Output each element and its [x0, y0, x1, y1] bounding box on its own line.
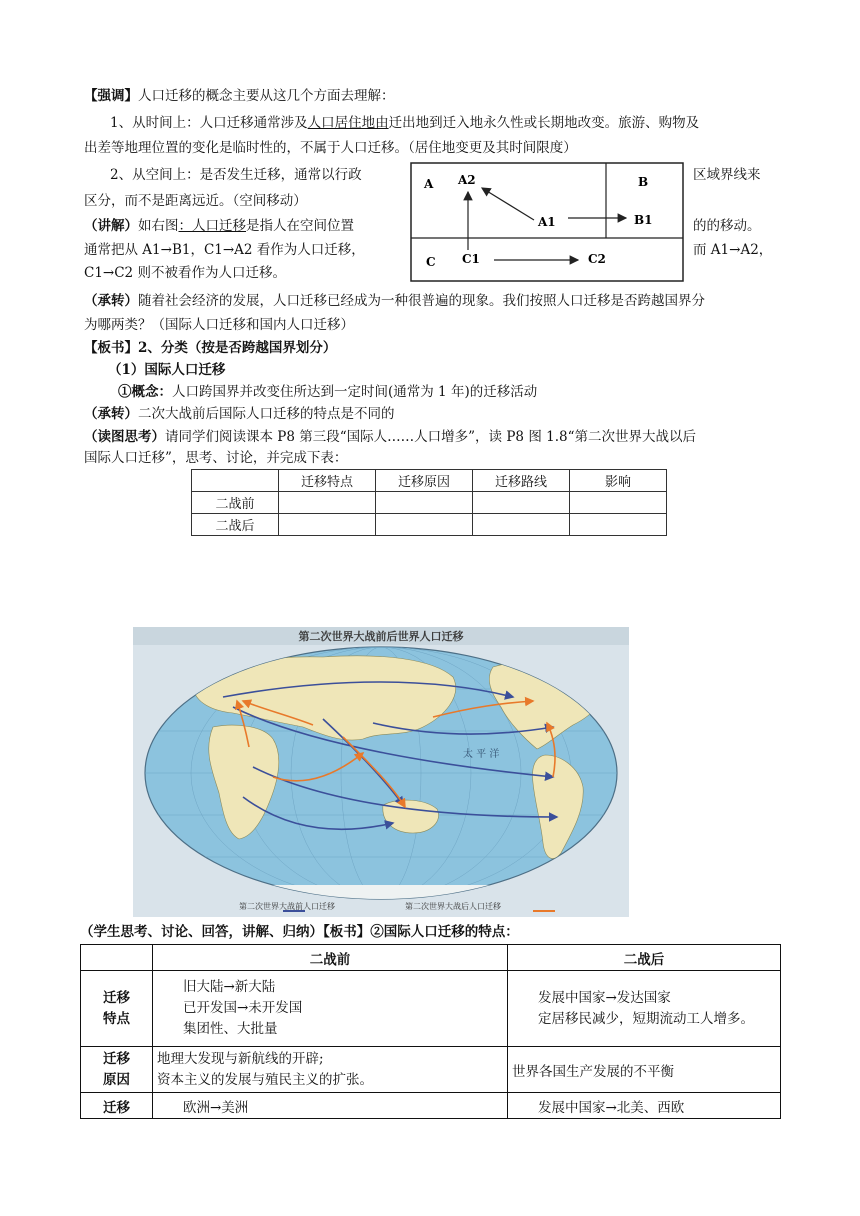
label-c1: C1	[462, 252, 480, 266]
reasons-before-1: 地理大发现与新航线的开辟;	[157, 1050, 324, 1067]
explain-line-right: 的的移动。	[693, 218, 761, 234]
table-row	[81, 1093, 781, 1119]
world-migration-map	[133, 627, 629, 917]
transition-line	[84, 291, 705, 311]
map-title: 第二次世界大战前后世界人口迁移	[298, 630, 464, 643]
table-cell[interactable]	[376, 514, 473, 536]
concept-line	[118, 382, 537, 402]
features-after-2: 定居移民减少，短期流动工人增多。	[538, 1010, 754, 1027]
table-cell	[192, 470, 279, 492]
transition-label: （承转）	[84, 293, 138, 309]
features-before-1: 旧大陆→新大陆	[183, 979, 276, 995]
table-row	[81, 971, 781, 1047]
table-cell[interactable]	[376, 492, 473, 514]
emphasis-text: 人口迁移的概念主要从这几个方面去理解：	[138, 88, 395, 104]
table-header: 迁移原因	[376, 470, 473, 492]
table-row	[192, 514, 667, 536]
space-aspect-line: 2、从空间上：是否发生迁移，通常以行政	[110, 167, 362, 183]
reading-label: （读图思考）	[84, 429, 165, 445]
reasons-after-cell: 世界各国生产发展的不平衡	[508, 1047, 781, 1093]
space-aspect-line-right: 区域界线来	[693, 167, 761, 183]
emphasis-line	[84, 86, 395, 106]
features-before-2: 已开发国→未开发国	[183, 1000, 303, 1016]
migration-features-table	[80, 944, 781, 1119]
explain-line-2-right: 而 A1→A2，	[693, 242, 773, 258]
table-cell[interactable]	[570, 514, 667, 536]
routes-after-cell: 发展中国家→北美、西欧	[508, 1093, 781, 1119]
table-row	[192, 492, 667, 514]
blank-migration-table	[191, 469, 667, 536]
time-aspect-text-a: 1、从时间上：人口迁移通常涉及	[110, 115, 308, 131]
time-aspect-underline: 人口居住地由	[307, 115, 389, 131]
legend-label-after: 第二次世界大战后人口迁移	[405, 902, 501, 911]
explain-line	[84, 216, 354, 236]
table-cell[interactable]	[473, 514, 570, 536]
row-head-reasons-2: 原因	[103, 1071, 130, 1088]
table-cell[interactable]	[279, 492, 376, 514]
label-a: A	[424, 177, 434, 191]
row-head-features-1: 迁移	[103, 989, 130, 1006]
explain-underline: ：人口迁移	[178, 218, 246, 234]
label-a2: A2	[458, 173, 476, 187]
reading-text: 请同学们阅读课本 P8 第三段“国际人……人口增多”，读 P8 图 1.8“第二次世界大战以后	[165, 429, 696, 445]
row-head-features	[81, 971, 153, 1047]
explain-text-b: 是指人在空间位置	[246, 218, 354, 234]
table-corner-cell	[81, 945, 153, 971]
table-row	[192, 470, 667, 492]
reasons-before-2: 资本主义的发展与殖民主义的扩张。	[157, 1071, 373, 1088]
row-label: 二战后	[192, 514, 279, 536]
header-after-war: 二战后	[508, 945, 781, 971]
table-header: 迁移特点	[279, 470, 376, 492]
row-head-features-2: 特点	[103, 1010, 130, 1027]
transition-line-2: 为哪两类？（国际人口迁移和国内人口迁移）	[84, 317, 354, 333]
table-cell[interactable]	[570, 492, 667, 514]
subheading-international: （1）国际人口迁移	[108, 362, 226, 378]
routes-before-cell: 欧洲→美洲	[153, 1093, 508, 1119]
features-before-cell	[153, 971, 508, 1047]
explain-line-2: 通常把从 A1→B1，C1→A2 看作为人口迁移，	[84, 242, 365, 258]
table-cell[interactable]	[279, 514, 376, 536]
explain-label: （讲解）	[84, 218, 138, 234]
transition-line-3	[84, 404, 395, 424]
reading-line	[84, 427, 696, 447]
legend-label-before: 第二次世界大战前人口迁移	[239, 902, 335, 911]
features-after-cell	[508, 971, 781, 1047]
table-header: 影响	[570, 470, 667, 492]
table-row	[81, 1047, 781, 1093]
label-c: C	[426, 255, 436, 269]
row-head-reasons-1: 迁移	[103, 1050, 130, 1067]
time-aspect-text-b: 迁出地到迁入地永久性或长期地改变。旅游、购物及	[388, 115, 700, 131]
label-c2: C2	[588, 252, 606, 266]
features-before-3: 集团性、大批量	[183, 1021, 278, 1037]
concept-text: 人口跨国界并改变住所达到一定时间(通常为 1 年)的迁移活动	[172, 384, 538, 400]
table-header: 迁移路线	[473, 470, 570, 492]
row-head-routes: 迁移	[81, 1093, 153, 1119]
emphasis-label: 【强调】	[84, 88, 138, 104]
space-aspect-line-2: 区分，而不是距离远近。（空间移动）	[84, 193, 307, 209]
pacific-label: 太 平 洋	[463, 749, 500, 760]
label-b1: B1	[634, 213, 653, 227]
table-cell[interactable]	[473, 492, 570, 514]
migration-region-diagram	[410, 162, 684, 282]
explain-line-3: C1→C2 则不被看作为人口迁移。	[84, 265, 286, 281]
features-after-1: 发展中国家→发达国家	[538, 989, 671, 1006]
explain-text-a: 如右图	[138, 218, 179, 234]
transition-text-3: 二次大战前后国际人口迁移的特点是不同的	[138, 406, 395, 422]
time-aspect-line	[110, 113, 699, 133]
transition-label-3: （承转）	[84, 406, 138, 422]
transition-text: 随着社会经济的发展，人口迁移已经成为一种很普遍的现象。我们按照人口迁移是否跨越国界分	[138, 293, 705, 309]
table-row	[81, 945, 781, 971]
label-a1: A1	[538, 215, 556, 229]
row-label: 二战前	[192, 492, 279, 514]
concept-label: ①概念：	[118, 384, 172, 400]
summary-heading: （学生思考、讨论、回答，讲解、归纳）【板书】②国际人口迁移的特点：	[80, 924, 519, 940]
header-before-war: 二战前	[153, 945, 508, 971]
reasons-before-cell	[153, 1047, 508, 1093]
board-heading: 【板书】2、分类（按是否跨越国界划分）	[84, 340, 337, 356]
label-b: B	[638, 175, 649, 189]
row-head-reasons	[81, 1047, 153, 1093]
reading-line-2: 国际人口迁移”，思考、讨论，并完成下表：	[84, 450, 348, 466]
time-aspect-line-2: 出差等地理位置的变化是临时性的，不属于人口迁移。（居住地变更及其时间限度）	[84, 140, 577, 156]
